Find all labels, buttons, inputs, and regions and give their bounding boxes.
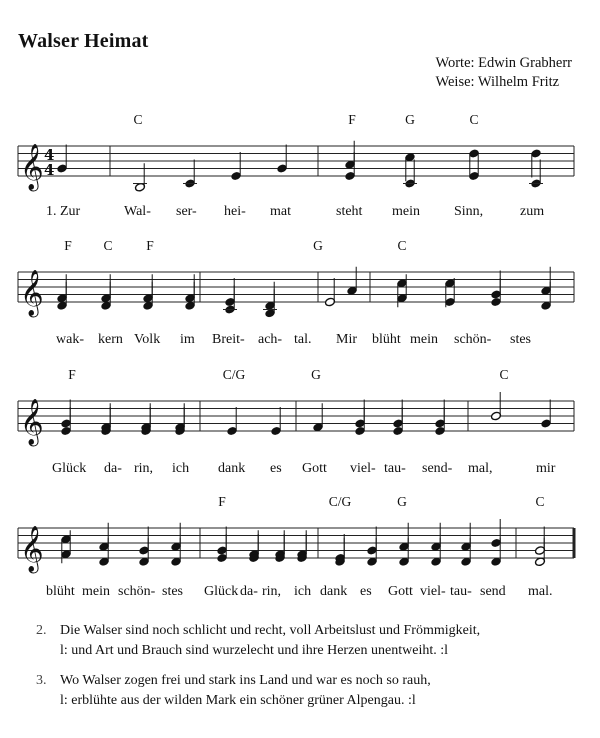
credits (435, 54, 572, 92)
verse-line: l: und Art und Brauch sind wurzelecht und ihre Herzen unentweiht. :l (60, 643, 449, 658)
lyric-syllable: viel- (420, 584, 446, 599)
chord-symbol: C (469, 112, 479, 127)
verse-3 (36, 671, 576, 711)
chord-symbol: F (146, 238, 154, 253)
song-title: Walser Heimat (18, 30, 149, 52)
lyric-syllable: tal. (294, 332, 312, 347)
verse-line: Wo Walser zogen frei und stark ins Land und war es noch so rauh, (60, 673, 431, 688)
lyric-syllable: Volk (134, 332, 161, 347)
music-staff (0, 381, 600, 461)
music-staff (0, 508, 600, 588)
lyric-syllable: mein (392, 204, 420, 219)
chord-symbol: G (397, 494, 407, 509)
lyric-syllable: tau- (384, 461, 406, 476)
staff-system-4 (0, 494, 600, 619)
lyric-syllable: wak- (56, 332, 84, 347)
chord-symbol: G (311, 367, 321, 382)
staff-system-1 (0, 112, 600, 237)
lyric-syllable: Breit- (212, 332, 245, 347)
lyric-syllable: send- (422, 461, 453, 476)
lyric-syllable: kern (98, 332, 123, 347)
verse-line: l: erblühte aus der wilden Mark ein schöner grüner Alpengau. :l (60, 693, 416, 708)
lyric-syllable: mal. (528, 584, 553, 599)
lyric-syllable: tau- (450, 584, 472, 599)
chord-symbol: C/G (328, 494, 352, 509)
chord-symbol: C (397, 238, 407, 253)
chord-symbol: C (103, 238, 113, 253)
chord-symbol: F (348, 112, 356, 127)
treble-clef-icon: 𝄞 (20, 399, 44, 445)
staff-system-2 (0, 238, 600, 363)
lyric-syllable: schön- (118, 584, 156, 599)
lyric-syllable: Glück (52, 461, 87, 476)
chord-symbol: F (68, 367, 76, 382)
lyric-syllable: schön- (454, 332, 492, 347)
lyric-syllable: send (480, 584, 506, 599)
lyric-syllable: ich (294, 584, 312, 599)
lyric-syllable: mir (536, 461, 556, 476)
lyric-syllable: Sinn, (454, 204, 484, 219)
lyric-syllable: zum (520, 204, 545, 219)
lyric-syllable: Gott (388, 584, 413, 599)
chord-symbol: G (405, 112, 415, 127)
lyric-syllable: hei- (224, 204, 246, 219)
additional-verses (36, 621, 576, 721)
lyric-syllable: Glück (204, 584, 239, 599)
time-signature-numerator: 4 (44, 146, 55, 164)
lyric-syllable: dank (320, 584, 348, 599)
treble-clef-icon: 𝄞 (20, 144, 44, 190)
chord-symbol: C (499, 367, 509, 382)
music-staff (0, 252, 600, 332)
lyric-syllable: viel- (350, 461, 376, 476)
lyric-syllable: ser- (176, 204, 197, 219)
lyric-syllable: stes (162, 584, 183, 599)
lyric-syllable: 1. Zur (46, 204, 81, 219)
chord-symbol: F (218, 494, 226, 509)
lyricist-credit: Worte: Edwin Grabherr (435, 55, 572, 71)
lyric-syllable: mein (82, 584, 110, 599)
verse-number: 2. (36, 623, 47, 638)
lyric-syllable: es (360, 584, 372, 599)
lyric-syllable: im (180, 332, 195, 347)
lyric-syllable: rin, (134, 461, 154, 476)
verse-line: Die Walser sind noch schlicht und recht, voll Arbeitslust und Frömmigkeit, (60, 623, 481, 638)
chord-symbol: C (535, 494, 545, 509)
treble-clef-icon: 𝄞 (20, 270, 44, 316)
staff-system-3 (0, 367, 600, 492)
lyric-syllable: Wal- (124, 204, 151, 219)
lyric-syllable: stes (510, 332, 531, 347)
lyric-syllable: da- (240, 584, 258, 599)
chord-symbol: C/G (222, 367, 246, 382)
music-staff (0, 126, 600, 206)
chord-symbol: G (313, 238, 323, 253)
lyric-syllable: ach- (258, 332, 283, 347)
lyric-syllable: blüht (372, 332, 401, 347)
lyric-syllable: mat (270, 204, 291, 219)
treble-clef-icon: 𝄞 (20, 526, 44, 572)
lyric-syllable: Gott (302, 461, 327, 476)
lyric-syllable: dank (218, 461, 246, 476)
lyric-syllable: es (270, 461, 282, 476)
chord-symbol: F (64, 238, 72, 253)
lyric-syllable: mal, (468, 461, 493, 476)
composer-credit: Weise: Wilhelm Fritz (435, 74, 560, 90)
verse-2 (36, 621, 576, 661)
verse-number: 3. (36, 673, 47, 688)
time-signature-denominator: 4 (44, 161, 55, 179)
lyric-syllable: da- (104, 461, 122, 476)
lyric-syllable: ich (172, 461, 190, 476)
chord-symbol: C (133, 112, 143, 127)
lyric-syllable: blüht (46, 584, 75, 599)
lyric-syllable: mein (410, 332, 438, 347)
lyric-syllable: rin, (262, 584, 282, 599)
lyric-syllable: Mir (336, 332, 357, 347)
lyric-syllable: steht (336, 204, 363, 219)
